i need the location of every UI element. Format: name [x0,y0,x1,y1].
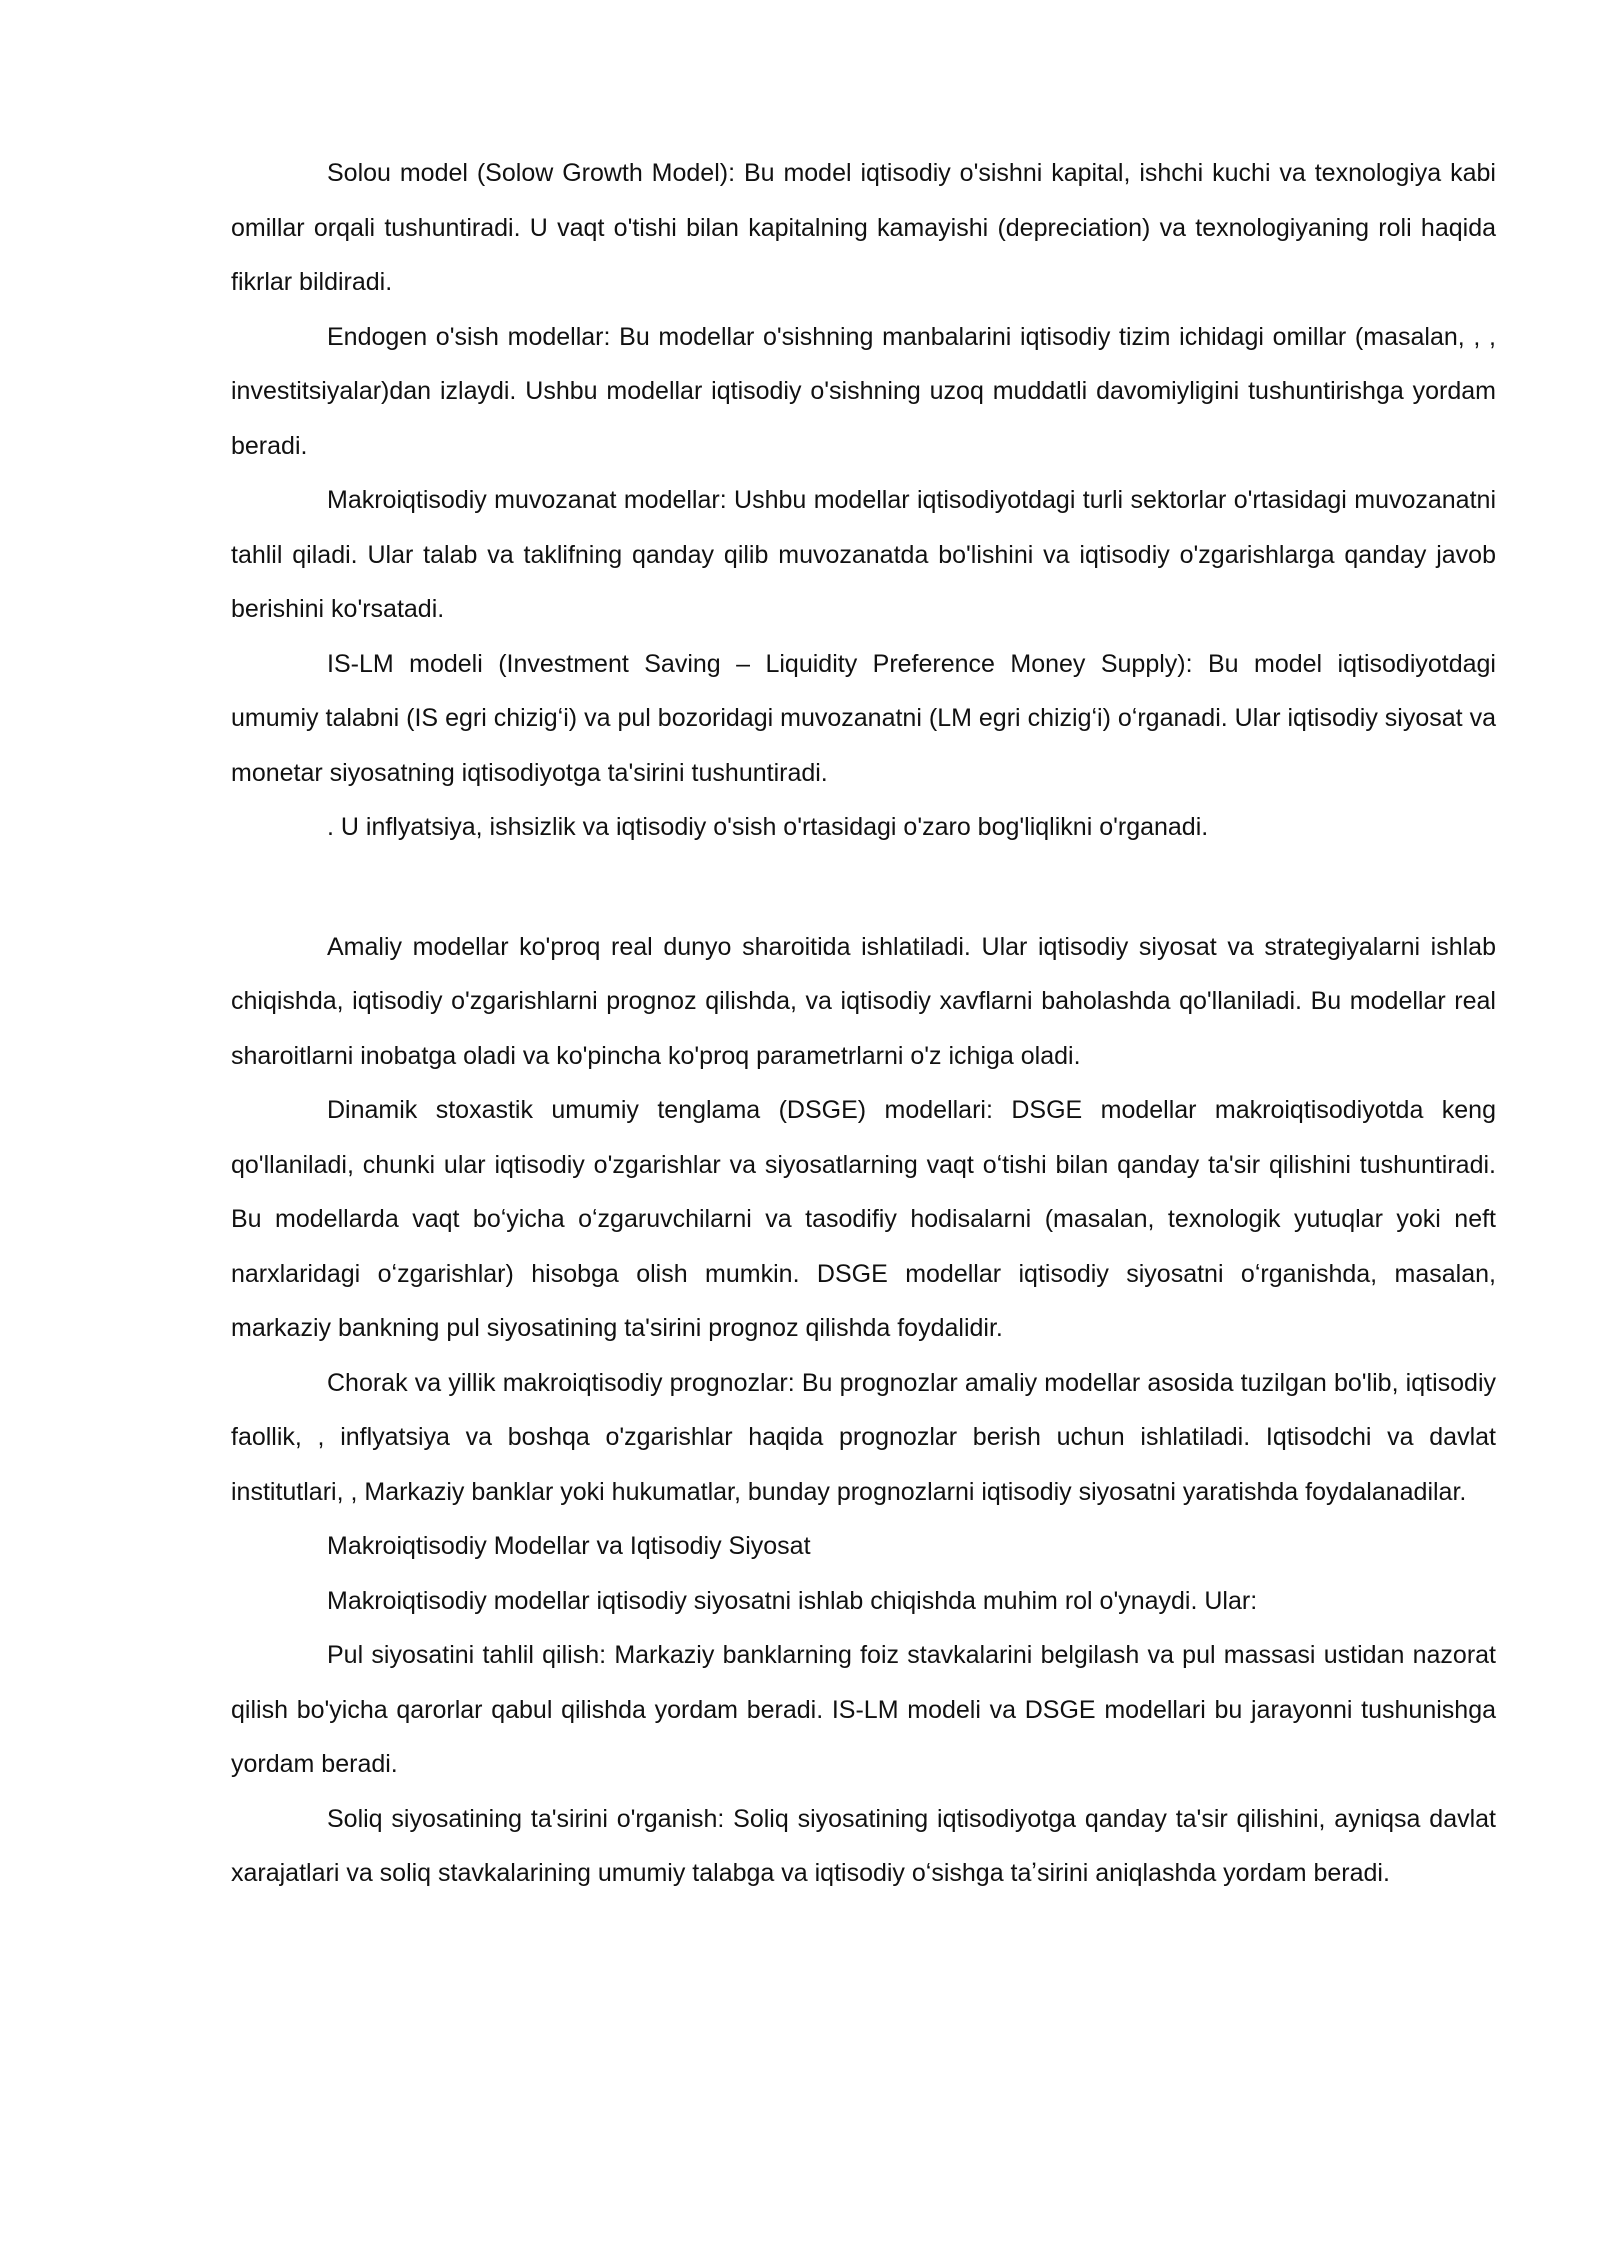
paragraph-tax-policy: Soliq siyosatining ta'sirini o'rganish: Soliq siyosatining iqtisodiyotga qanday ta'sir qilishini, ayniqsa davlat xarajatlari va soliq stavkalarining umumiy talabga va iqtisodiy oʻsishga taʼsirini aniqlashda yordam beradi. [231,1804,1496,1887]
paragraph-inflation: . U inflyatsiya, ishsizlik va iqtisodiy o'sish o'rtasidagi o'zaro bog'liqlikni o'rganadi. [327,813,1209,841]
paragraph-policy-intro: Makroiqtisodiy modellar iqtisodiy siyosatni ishlab chiqishda muhim rol o'ynaydi. Ular: [327,1586,1258,1615]
paragraph-applied-models: Amaliy modellar ko'proq real dunyo sharoitida ishlatiladi. Ular iqtisodiy siyosat va strategiyalarni ishlab chiqishda, iqtisodiy o'zgarishlarni prognoz qilishda, va iqtisodiy xavflarni baholashda qo'llaniladi. Bu modellar real sharoitlarni inobatga oladi va ko'pincha ko'proq parametrlarni o'z ichiga oladi. [231,932,1496,1070]
paragraph-spacer [231,855,1496,920]
paragraph-forecasts: Chorak va yillik makroiqtisodiy prognozlar: Bu prognozlar amaliy modellar asosida tuzilgan bo'lib, iqtisodiy faollik, , inflyatsiya va boshqa o'zgarishlar haqida prognozlar berish uchun ishlatiladi. Iqtisodchi va davlat institutlari, , Markaziy banklar yoki hukumatlar, bunday prognozlarni iqtisodiy siyosatni yaratishda foydalanadilar. [231,1368,1496,1506]
paragraph-solow-model: Solou model (Solow Growth Model): Bu model iqtisodiy o'sishni kapital, ishchi kuchi va texnologiya kabi omillar orqali tushuntiradi. U vaqt o'tishi bilan kapitalning kamayishi (depreciation) va texnologiyaning roli haqida fikrlar bildiradi. [231,159,1496,296]
section-heading-policy: Makroiqtisodiy Modellar va Iqtisodiy Siyosat [327,1532,811,1560]
paragraph-endogenous-growth: Endogen o'sish modellar: Bu modellar o'sishning manbalarini iqtisodiy tizim ichidagi omillar (masalan, , , investitsiyalar)dan izlaydi. Ushbu modellar iqtisodiy o'sishning uzoq muddatli davomiyligini tushuntirishga yordam beradi. [231,322,1496,460]
paragraph-is-lm-model: IS-LM modeli (Investment Saving – Liquidity Preference Money Supply): Bu model iqtisodiyotdagi umumiy talabni (IS egri chizigʻi) va pul bozoridagi muvozanatni (LM egri chizigʻi) oʻrganadi. Ular iqtisodiy siyosat va monetar siyosatning iqtisodiyotga ta'sirini tushuntiradi. [231,649,1496,787]
document-body [231,146,1496,1901]
paragraph-dsge-models: Dinamik stoxastik umumiy tenglama (DSGE) modellari: DSGE modellar makroiqtisodiyotda keng qo'llaniladi, chunki ular iqtisodiy o'zgarishlar va siyosatlarning vaqt oʻtishi bilan qanday ta'sir qilishini tushuntiradi. Bu modellarda vaqt boʻyicha oʻzgaruvchilarni va tasodifiy hodisalarni (masalan, texnologik yutuqlar yoki neft narxlaridagi oʻzgarishlar) hisobga olish mumkin. DSGE modellar iqtisodiy siyosatni oʻrganishda, masalan, markaziy bankning pul siyosatining ta'sirini prognoz qilishda foydalidir. [231,1096,1496,1342]
paragraph-equilibrium-models: Makroiqtisodiy muvozanat modellar: Ushbu modellar iqtisodiyotdagi turli sektorlar o'rtasidagi muvozanatni tahlil qiladi. Ular talab va taklifning qanday qilib muvozanatda bo'lishini va iqtisodiy o'zgarishlarga qanday javob berishini ko'rsatadi. [231,486,1496,623]
paragraph-monetary-policy: Pul siyosatini tahlil qilish: Markaziy banklarning foiz stavkalarini belgilash va pul massasi ustidan nazorat qilish bo'yicha qarorlar qabul qilishda yordam beradi. IS-LM modeli va DSGE modellari bu jarayonni tushunishga yordam beradi. [231,1641,1496,1778]
